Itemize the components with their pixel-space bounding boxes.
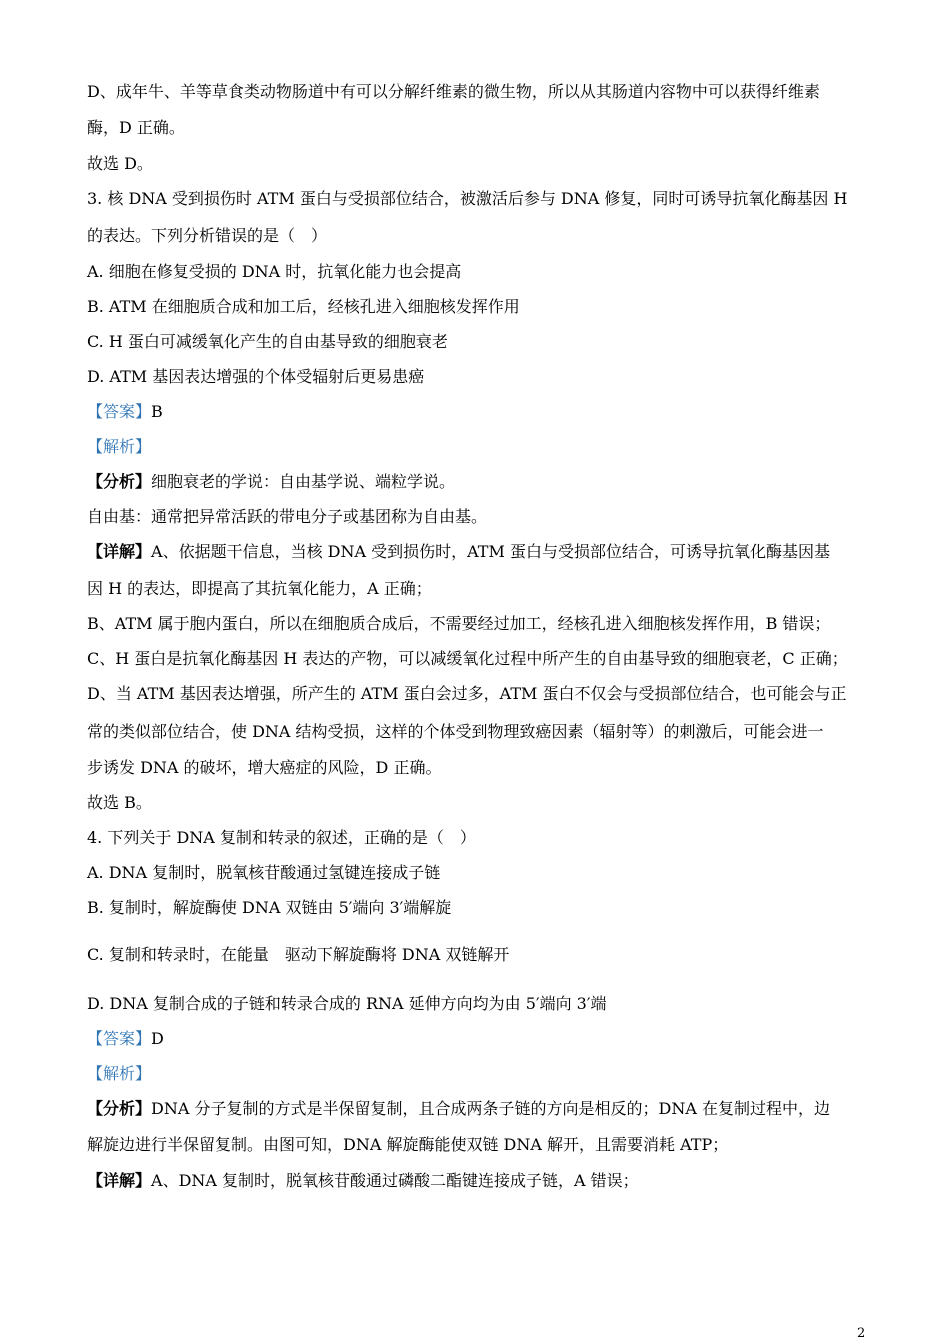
text-line: B、ATM 属于胞内蛋白，所以在细胞质合成后，不需要经过加工，经核孔进入细胞核发挥作用，B 错误； — [87, 614, 831, 633]
option-d: D. ATM 基因表达增强的个体受辐射后更易患癌 — [87, 367, 425, 386]
text-line: 自由基：通常把异常活跃的带电分子或基团称为自由基。 — [87, 507, 488, 526]
answer-tag: 【答案】 — [87, 402, 152, 421]
text-line: D、成年牛、羊等草食类动物肠道中有可以分解纤维素的微生物，所以从其肠道内容物中可以获得纤维素 — [87, 82, 820, 101]
option-d: D. DNA 复制合成的子链和转录合成的 RNA 延伸方向均为由 5′端向 3′端 — [87, 994, 607, 1013]
analysis-tag: 【解析】 — [87, 437, 152, 456]
question-3-stem-cont: 的表达。下列分析错误的是（ ） — [87, 226, 328, 245]
option-b: B. ATM 在细胞质合成和加工后，经核孔进入细胞核发挥作用 — [87, 297, 520, 316]
xiangjie-text: A、DNA 复制时，脱氧核苷酸通过磷酸二酯键连接成子链，A 错误； — [151, 1171, 639, 1190]
answer-line — [87, 402, 163, 422]
analysis-line — [87, 437, 151, 457]
fenxi-tag: 【分析】 — [87, 1099, 152, 1118]
option-c: C. H 蛋白可减缓氧化产生的自由基导致的细胞衰老 — [87, 332, 448, 351]
analysis-tag: 【解析】 — [87, 1064, 152, 1083]
text-line: 故选 B。 — [87, 793, 152, 812]
answer-value: D — [151, 1029, 164, 1048]
fenxi-line — [87, 472, 455, 492]
fenxi-tag: 【分析】 — [87, 472, 152, 491]
text-line: 步诱发 DNA 的破坏，增大癌症的风险，D 正确。 — [87, 758, 442, 777]
xiangjie-text: A、依据题干信息，当核 DNA 受到损伤时，ATM 蛋白与受损部位结合，可诱导抗氧化酶基因基 — [151, 542, 830, 561]
question-3-stem: 3. 核 DNA 受到损伤时 ATM 蛋白与受损部位结合，被激活后参与 DNA 修复，同时可诱导抗氧化酶基因 H — [87, 189, 848, 208]
text-line: 因 H 的表达，即提高了其抗氧化能力，A 正确； — [87, 579, 432, 598]
analysis-line — [87, 1064, 151, 1084]
page-number: 2 — [857, 1326, 866, 1341]
option-b: B. 复制时，解旋酶使 DNA 双链由 5′端向 3′端解旋 — [87, 898, 452, 917]
text-line: C、H 蛋白是抗氧化酶基因 H 表达的产物，可以减缓氧化过程中所产生的自由基导致的细胞衰老，C 正确； — [87, 649, 848, 668]
answer-value: B — [151, 402, 163, 421]
option-a: A. DNA 复制时，脱氧核苷酸通过氢键连接成子链 — [87, 863, 441, 882]
answer-line — [87, 1029, 164, 1049]
xiangjie-tag: 【详解】 — [87, 1171, 152, 1190]
text-line: 故选 D。 — [87, 154, 153, 173]
answer-tag: 【答案】 — [87, 1029, 152, 1048]
text-line: 酶，D 正确。 — [87, 118, 185, 137]
xiangjie-tag: 【详解】 — [87, 542, 152, 561]
xiangjie-line — [87, 542, 830, 562]
option-c: C. 复制和转录时，在能量 驱动下解旋酶将 DNA 双链解开 — [87, 945, 510, 964]
fenxi-text: 细胞衰老的学说：自由基学说、端粒学说。 — [151, 472, 456, 491]
fenxi-text: DNA 分子复制的方式是半保留复制，且合成两条子链的方向是相反的；DNA 在复制过程中，边 — [151, 1099, 830, 1118]
option-a: A. 细胞在修复受损的 DNA 时，抗氧化能力也会提高 — [87, 262, 462, 281]
xiangjie-line — [87, 1171, 639, 1191]
text-line: 解旋边进行半保留复制。由图可知，DNA 解旋酶能使双链 DNA 解开，且需要消耗 ATP； — [87, 1135, 729, 1154]
question-4-stem: 4. 下列关于 DNA 复制和转录的叙述，正确的是（ ） — [87, 828, 476, 847]
text-line: D、当 ATM 基因表达增强，所产生的 ATM 蛋白会过多，ATM 蛋白不仅会与受损部位结合，也可能会与正 — [87, 684, 847, 703]
text-line: 常的类似部位结合，使 DNA 结构受损，这样的个体受到物理致癌因素（辐射等）的刺激后，可能会进一 — [87, 722, 824, 741]
fenxi-line — [87, 1099, 830, 1119]
